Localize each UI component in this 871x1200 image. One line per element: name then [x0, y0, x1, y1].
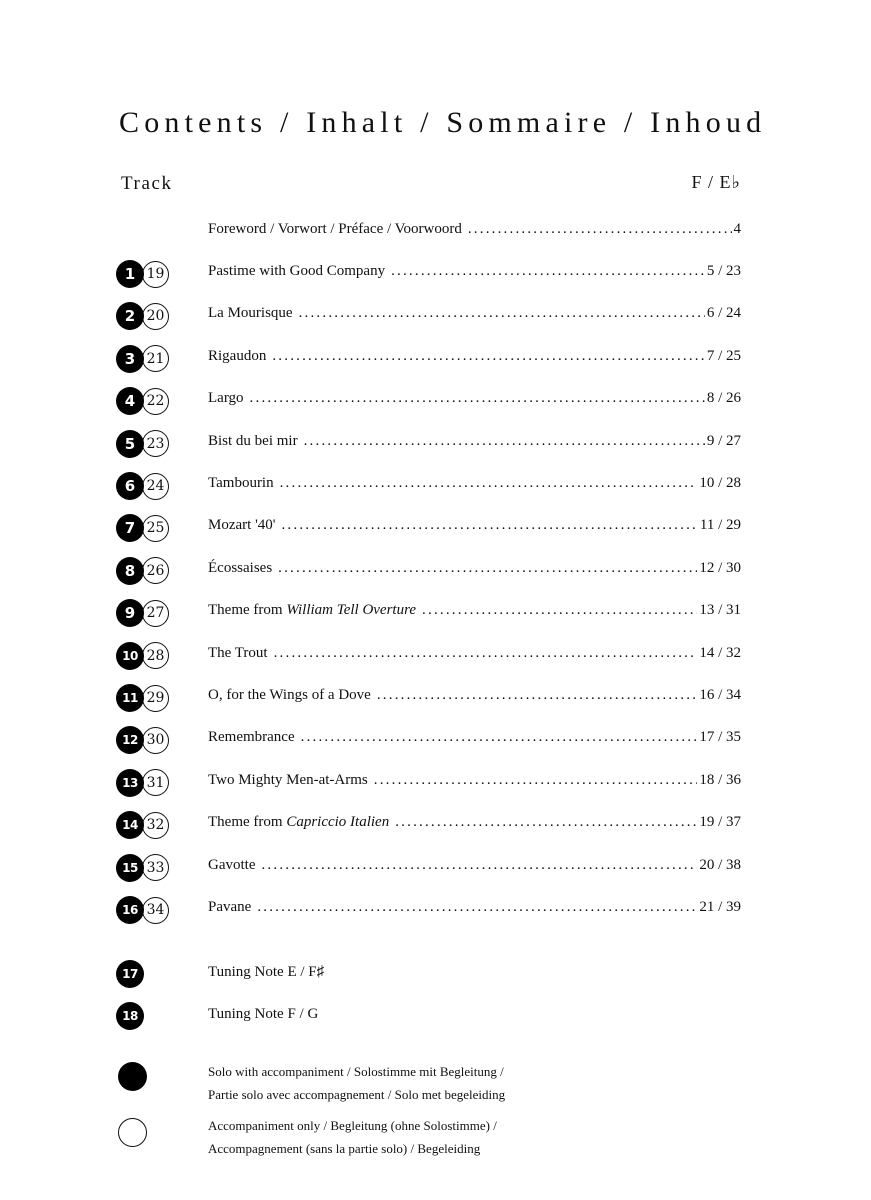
foreword-pages: 4: [733, 221, 741, 237]
solo-legend-line-1: Solo with accompaniment / Solostimme mit Begleitung /: [208, 1064, 504, 1079]
accompaniment-legend-icon: [118, 1118, 147, 1147]
accompaniment-track-badge: 28: [142, 642, 169, 669]
entry-pages: 19 / 37: [699, 814, 741, 831]
entry-line: [208, 772, 741, 789]
entry-pages: 18 / 36: [699, 771, 741, 788]
solo-track-badge: 11: [116, 684, 144, 712]
dot-leader: [422, 602, 697, 619]
entry-line: [208, 263, 741, 280]
entry-title: La Mourisque: [208, 305, 293, 322]
entry-title-prefix: Theme from: [208, 602, 287, 619]
solo-track-badge: 10: [116, 642, 144, 670]
dot-leader: [377, 687, 697, 704]
entry-title: [208, 602, 416, 619]
accompaniment-track-badge: 34: [142, 897, 169, 924]
dot-leader: [299, 305, 705, 322]
accompaniment-track-badge: 33: [142, 854, 169, 881]
solo-track-badge: 5: [116, 430, 144, 458]
accompaniment-track-badge: 26: [142, 557, 169, 584]
solo-track-badge: 2: [116, 302, 144, 330]
accompaniment-track-badge: 30: [142, 727, 169, 754]
entry-title: Bist du bei mir: [208, 432, 298, 449]
accompaniment-track-badge: 31: [142, 769, 169, 796]
accompaniment-track-badge: 19: [142, 261, 169, 288]
dot-leader: [272, 348, 704, 365]
contents-entry: [0, 557, 871, 587]
entry-line: [208, 899, 741, 916]
solo-track-badge: 14: [116, 811, 144, 839]
entry-title-italic: Capriccio Italien: [286, 814, 390, 831]
entry-title-italic: William Tell Overture: [286, 602, 417, 619]
entry-title: Mozart '40': [208, 517, 276, 534]
accompaniment-track-badge: 22: [142, 388, 169, 415]
entry-line: [208, 305, 741, 322]
entry-title: Largo: [208, 390, 244, 407]
accompaniment-track-badge: 25: [142, 515, 169, 542]
entry-pages: 11 / 29: [699, 517, 741, 534]
dot-leader: [301, 729, 698, 746]
entry-line: [208, 857, 741, 874]
entry-line: [208, 645, 741, 662]
dot-leader: [278, 560, 697, 577]
entry-line: [208, 348, 741, 365]
dot-leader: [395, 814, 697, 831]
entry-title: Tambourin: [208, 475, 274, 491]
entry-pages: 12 / 30: [699, 559, 741, 576]
tuning-row: [0, 960, 871, 990]
entry-line: [208, 602, 741, 619]
dot-leader: [250, 390, 705, 407]
accompaniment-track-badge: 24: [142, 473, 169, 500]
entry-title-prefix: Theme from: [208, 814, 287, 831]
entry-pages: 21 / 39: [699, 899, 741, 915]
solo-track-badge: 17: [116, 960, 144, 988]
contents-entry: [0, 430, 871, 460]
solo-track-badge: 3: [116, 345, 144, 373]
tuning-row: [0, 1002, 871, 1032]
accompaniment-track-badge: 21: [142, 345, 169, 372]
solo-track-badge: 15: [116, 854, 144, 882]
accompaniment-track-badge: 29: [142, 685, 169, 712]
accompaniment-legend-line-2: Accompagnement (sans la partie solo) / Begeleiding: [208, 1141, 481, 1156]
entry-line: [208, 517, 741, 534]
entry-title: Rigaudon: [208, 347, 267, 364]
entry-line: [208, 433, 741, 450]
entry-pages: 7 / 25: [706, 347, 741, 364]
entry-pages: 10 / 28: [699, 475, 741, 491]
entry-title: Gavotte: [208, 856, 256, 873]
dot-leader: [304, 433, 705, 450]
entry-pages: 20 / 38: [699, 856, 741, 873]
contents-entry: [0, 726, 871, 756]
contents-entry: [0, 302, 871, 332]
entry-line: [208, 729, 741, 746]
entry-pages: 13 / 31: [699, 602, 741, 619]
contents-entry: [0, 260, 871, 290]
page-title: Contents / Inhalt / Sommaire / Inhoud: [119, 106, 767, 139]
contents-entry: [0, 642, 871, 672]
entry-title: Pastime with Good Company: [208, 263, 386, 279]
entry-pages: 14 / 32: [699, 644, 741, 661]
accompaniment-track-badge: 27: [142, 600, 169, 627]
solo-track-badge: 1: [116, 260, 144, 288]
solo-legend-line-2: Partie solo avec accompagnement / Solo met begeleiding: [208, 1087, 506, 1102]
tuning-title: Tuning Note E / F♯: [208, 964, 325, 980]
key-column-header: F / E♭: [691, 172, 741, 192]
entry-line: [208, 814, 741, 831]
contents-entry: [0, 472, 871, 502]
entry-line: [208, 475, 741, 492]
solo-track-badge: 13: [116, 769, 144, 797]
dot-leader: [280, 475, 698, 492]
accompaniment-track-badge: 23: [142, 430, 169, 457]
contents-entry: [0, 684, 871, 714]
solo-track-badge: 7: [116, 514, 144, 542]
foreword-title: Foreword / Vorwort / Préface / Voorwoord: [208, 221, 462, 237]
accompaniment-track-badge: 32: [142, 812, 169, 839]
solo-track-badge: 6: [116, 472, 144, 500]
solo-legend-icon: [118, 1062, 147, 1091]
entry-pages: 17 / 35: [699, 729, 741, 746]
dot-leader: [274, 645, 698, 662]
entry-title: The Trout: [208, 644, 268, 661]
solo-track-badge: 12: [116, 726, 144, 754]
dot-leader: [468, 221, 732, 238]
solo-track-badge: 8: [116, 557, 144, 585]
contents-entry: [0, 854, 871, 884]
dot-leader: [374, 772, 698, 789]
solo-track-badge: 16: [116, 896, 144, 924]
entry-line: [208, 687, 741, 704]
entry-pages: 8 / 26: [706, 390, 741, 407]
foreword-entry: [208, 221, 741, 238]
dot-leader: [257, 899, 697, 916]
accompaniment-track-badge: 20: [142, 303, 169, 330]
contents-entry: [0, 514, 871, 544]
foreword-row: [0, 218, 871, 248]
accompaniment-legend-line-1: Accompaniment only / Begleitung (ohne Solostimme) /: [208, 1118, 497, 1133]
solo-track-badge: 4: [116, 387, 144, 415]
entry-title: Pavane: [208, 899, 252, 915]
tuning-title: Tuning Note F / G: [208, 1006, 319, 1022]
entry-pages: 6 / 24: [706, 305, 741, 322]
entry-title: Écossaises: [208, 559, 273, 576]
contents-entry: [0, 896, 871, 926]
entry-pages: 16 / 34: [699, 687, 741, 703]
dot-leader: [281, 517, 697, 534]
entry-pages: 5 / 23: [706, 263, 741, 279]
solo-track-badge: 9: [116, 599, 144, 627]
contents-entry: [0, 345, 871, 375]
entry-title: [208, 814, 389, 831]
contents-entry: [0, 599, 871, 629]
entry-line: [208, 560, 741, 577]
contents-entry: [0, 811, 871, 841]
entry-title: Two Mighty Men-at-Arms: [208, 771, 368, 788]
entry-pages: 9 / 27: [706, 432, 741, 449]
entry-title: O, for the Wings of a Dove: [208, 687, 371, 703]
entry-line: [208, 390, 741, 407]
dot-leader: [261, 857, 697, 874]
entry-title: Remembrance: [208, 729, 295, 746]
solo-track-badge: 18: [116, 1002, 144, 1030]
contents-entry: [0, 769, 871, 799]
dot-leader: [391, 263, 705, 280]
track-column-header: Track: [121, 173, 173, 194]
contents-entry: [0, 387, 871, 417]
